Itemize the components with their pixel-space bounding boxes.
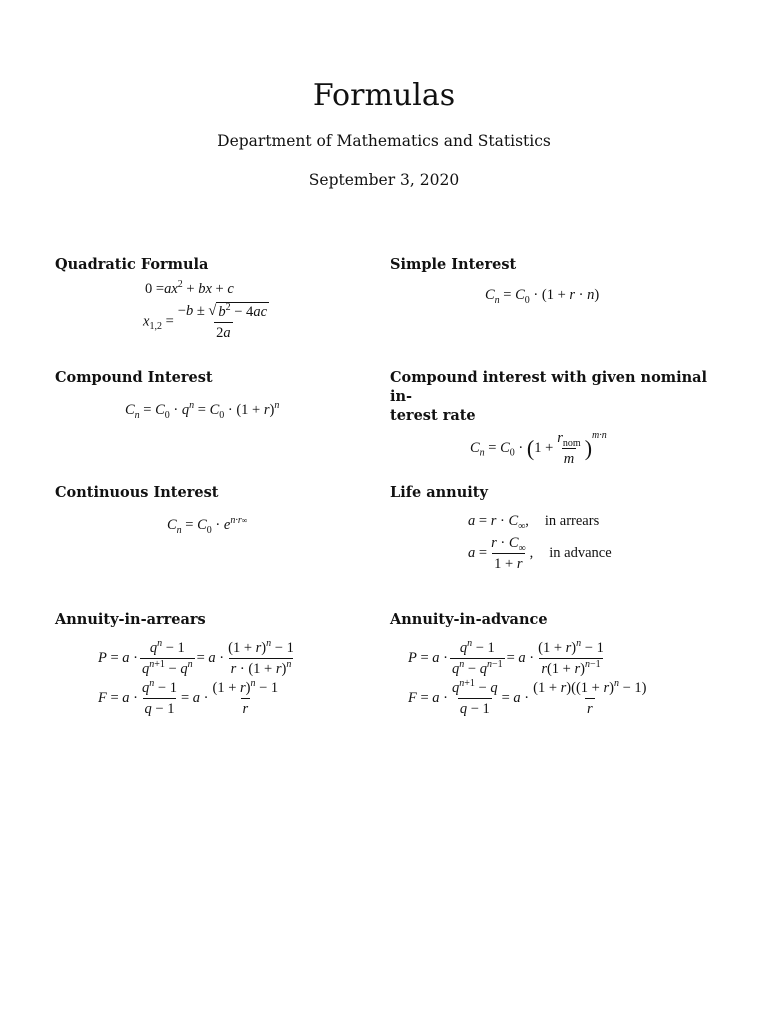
advance-present-value-row: P = a · $\frac{q^n - 1}{q^n - q^{n-1}}$ = a · $\frac{(1 + r)^n - 1}{r(1 + r)^{n-1}}$	[408, 638, 604, 677]
section-title: Annuity-in-arrears	[55, 611, 206, 628]
document-title: Formulas	[312, 78, 456, 113]
quadratic-equation-row: $0 =ax^2$ + bx + c	[145, 279, 234, 297]
document-subtitle: Department of Mathematics and Statistics	[217, 132, 551, 150]
section-title: Quadratic Formula	[55, 256, 209, 273]
continuous-interest-equation: $C_n = C_0 \cdot e^{n\cdot r\infty}$	[167, 515, 248, 536]
advance-note: in advance	[549, 544, 612, 561]
life-annuity-advance-row: a = $\frac{r \cdot C_\infty}{1 + r}$ , in advance	[468, 535, 612, 572]
arrears-note: in arrears	[544, 513, 600, 529]
advance-future-value-row: F = a · $\frac{q^{n+1} - q}{q - 1}$ = a · $\frac{(1 + r)((1 + r)^n - 1)}{r}$	[408, 678, 647, 717]
section-title: Life annuity	[390, 484, 488, 501]
section-title-line2: terest rate	[390, 407, 476, 424]
section-quadratic-formula	[55, 255, 385, 340]
section-annuity-in-advance	[390, 610, 720, 725]
section-compound-interest	[55, 368, 385, 419]
section-simple-interest	[390, 255, 720, 304]
arrears-present-value-row: P = a · $\frac{q^n - 1}{q^{n+1} - q^n}$ = a · $\frac{(1 + r)^n - 1}{r \cdot (1 + r)^n}$	[98, 638, 294, 677]
quadratic-equations	[55, 280, 385, 340]
life-annuity-arrears-row: $a = r \cdot C_\infty$, in arrears	[468, 513, 600, 532]
section-nominal-interest	[390, 368, 730, 468]
section-title-line1: Compound interest with given nominal in-	[390, 369, 708, 405]
section-title: Annuity-in-advance	[390, 611, 548, 628]
arrears-future-value-row: F = a · $\frac{q^n - 1}{q - 1}$ = a · $\frac{(1 + r)^n - 1}{r}$	[98, 678, 279, 717]
compound-interest-equation: $C_n = C_0 \cdot q^n = C_0 \cdot (1 + r)^n$	[125, 400, 280, 421]
advance-equations	[390, 635, 720, 725]
arrears-equations	[55, 635, 385, 725]
section-title: Compound Interest	[55, 369, 213, 386]
life-annuity-equations	[390, 508, 720, 572]
section-title: Continuous Interest	[55, 484, 219, 501]
document-date: September 3, 2020	[308, 171, 460, 189]
section-life-annuity	[390, 483, 720, 572]
section-title: Simple Interest	[390, 256, 517, 273]
section-annuity-in-arrears	[55, 610, 385, 725]
simple-interest-equation: $C_n = C_0 \cdot (1 + r \cdot n)$	[485, 287, 600, 306]
section-continuous-interest	[55, 483, 385, 534]
nominal-interest-equation: $C_n = C_0 \cdot (1$ + $\frac{r_{nom}}{m}$ )$^{m\cdot n}$	[470, 429, 607, 467]
quadratic-solution-row: $x_{1,2}$ = −b ± √ $b^2 - 4ac$ 2a	[143, 302, 267, 341]
